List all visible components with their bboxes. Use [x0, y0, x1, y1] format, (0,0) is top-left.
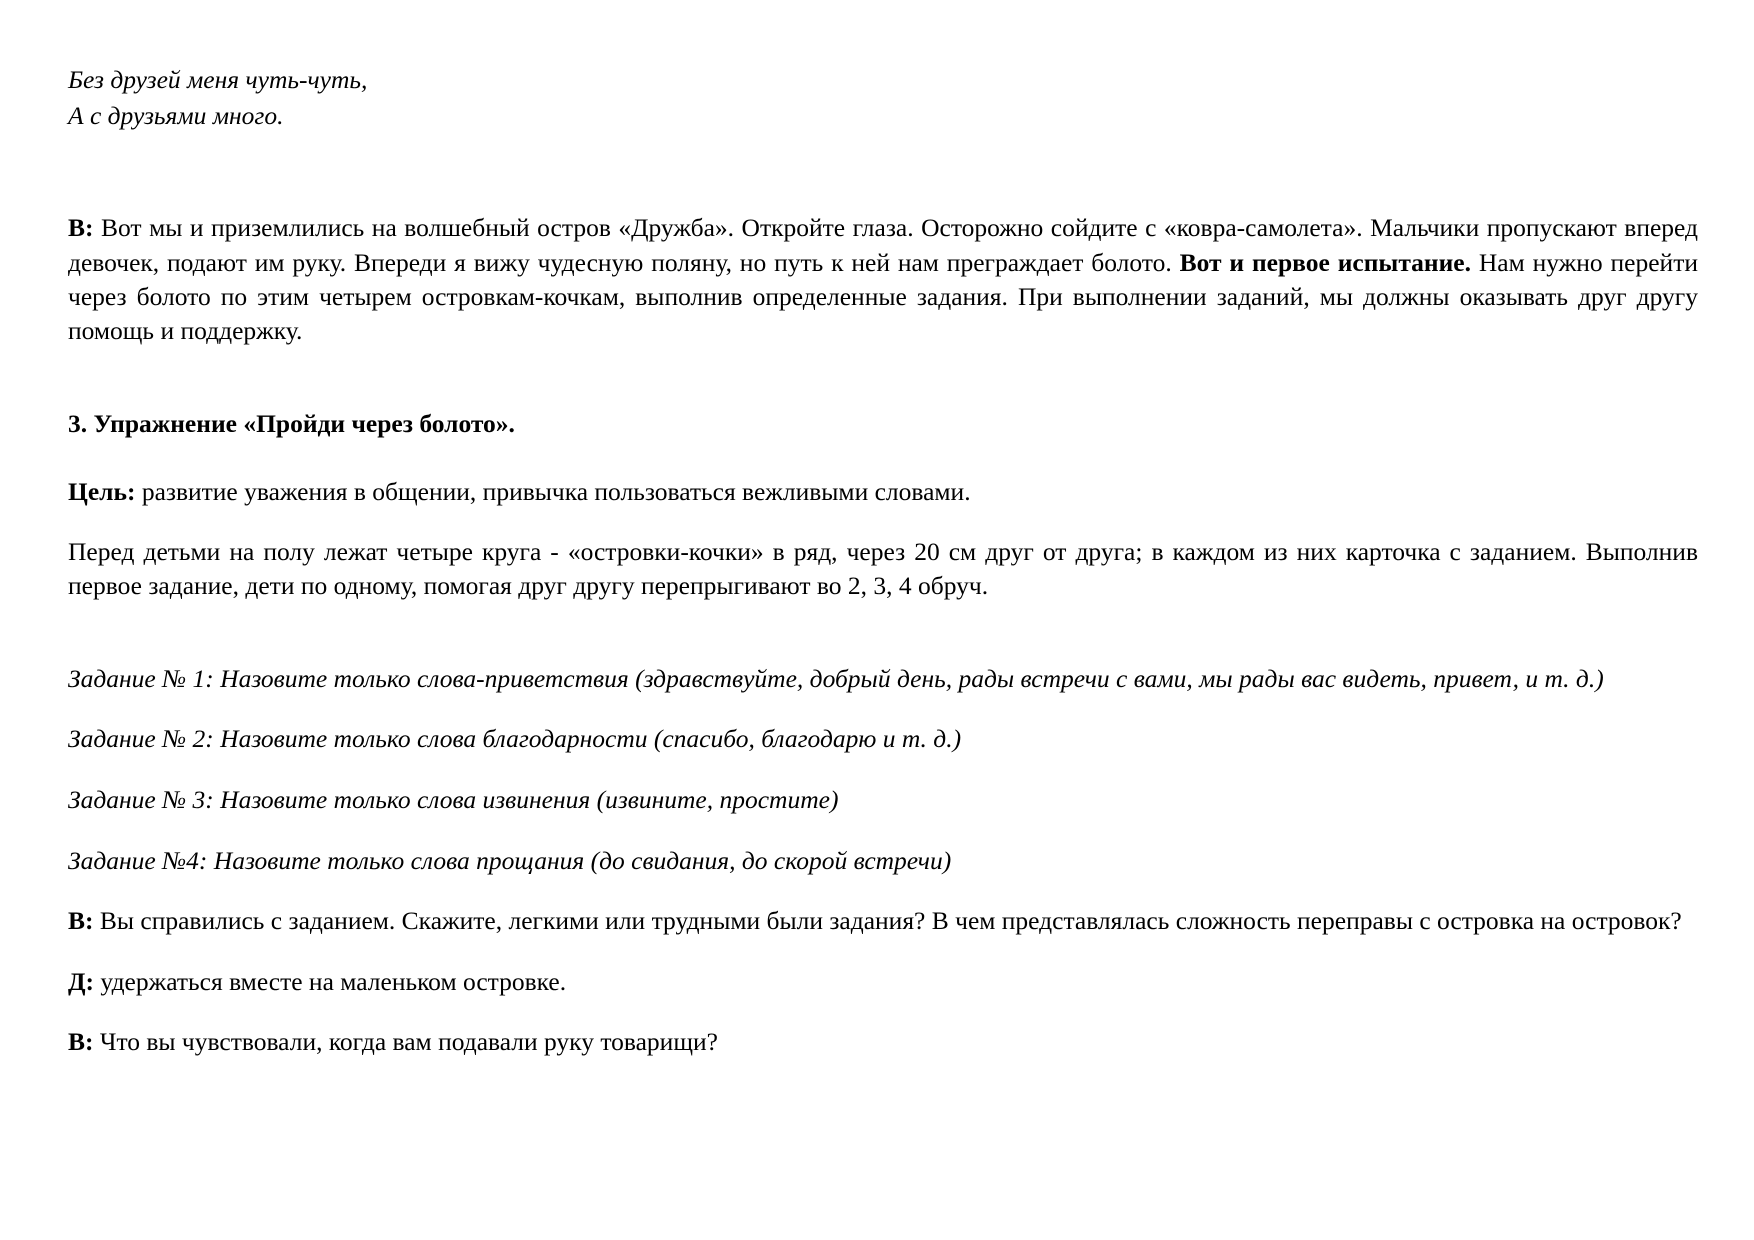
goal-paragraph [68, 475, 1698, 509]
dialogue-line-3 [68, 1025, 1698, 1059]
exercise-heading: 3. Упражнение «Пройди через болото». [68, 408, 515, 438]
task-3 [68, 783, 1698, 818]
spacer [68, 604, 1698, 662]
speaker-label-d: Д: [68, 966, 95, 996]
epigraph-line-2: А с друзьями много. [68, 100, 284, 130]
dialogue-line-1 [68, 904, 1698, 938]
intro-paragraph [68, 211, 1698, 348]
task-4 [68, 844, 1698, 879]
task-1 [68, 662, 1698, 697]
spacer [68, 441, 1698, 475]
task-1-text: Назовите только слова-приветствия (здравствуйте, добрый день, рады встречи с вами, мы рады вас видеть, привет, и т. д.) [213, 663, 1604, 693]
intro-text-part-1: Вот мы и приземлились на волшебный остров «Дружба». Откройте глаза. Осторожно сойдите с «ковра-самолета». Мальчики пропускают вперед девочек, подают им руку. Впереди я вижу чудесную поляну, но путь к ней нам преграждает болото. [68, 213, 1698, 277]
spacer [68, 349, 1698, 407]
task-2 [68, 722, 1698, 757]
task-2-label: Задание № 2: [68, 724, 214, 754]
setup-paragraph: Перед детьми на полу лежат четыре круга - «островки-кочки» в ряд, через 20 см друг от друга; в каждом из них карточка с заданием. Выполнив первое задание, дети по одному, помогая друг другу перепрыгивают во 2, 3, 4 обруч. [68, 537, 1698, 601]
dialogue-text-2: удержаться вместе на маленьком островке. [94, 966, 567, 996]
goal-text: развитие уважения в общении, привычка пользоваться вежливыми словами. [135, 476, 971, 506]
spacer [68, 696, 1698, 722]
spacer [68, 133, 1698, 211]
spacer [68, 939, 1698, 965]
task-4-text: Назовите только слова прощания (до свидания, до скорой встречи) [207, 845, 952, 875]
intro-bold-phrase: Вот и первое испытание. [1179, 247, 1471, 277]
task-1-label: Задание № 1: [68, 663, 214, 693]
spacer [68, 757, 1698, 783]
goal-label: Цель: [68, 476, 136, 506]
spacer [68, 878, 1698, 904]
dialogue-text-1: Вы справились с заданием. Скажите, легкими или трудными были задания? В чем представлялась сложность переправы с островка на островок? [93, 906, 1682, 936]
spacer [68, 818, 1698, 844]
document-body [68, 62, 1698, 1059]
spacer [68, 999, 1698, 1025]
task-2-text: Назовите только слова благодарности (спасибо, благодарю и т. д.) [213, 724, 962, 754]
task-3-label: Задание № 3: [68, 784, 214, 814]
spacer [68, 509, 1698, 535]
epigraph [68, 62, 1698, 133]
dialogue-line-2 [68, 965, 1698, 999]
task-3-text: Назовите только слова извинения (извините, простите) [213, 784, 839, 814]
dialogue-text-3: Что вы чувствовали, когда вам подавали руку товарищи? [93, 1026, 718, 1056]
speaker-label-v: В: [68, 906, 94, 936]
task-4-label: Задание №4: [68, 845, 208, 875]
intro-text-part-2: Нам нужно перейти через болото по этим четырем островкам-кочкам, выполнив определенные задания. При выполнении заданий, мы должны оказывать друг другу помощь и поддержку. [68, 247, 1698, 346]
epigraph-line-1: Без друзей меня чуть-чуть, [68, 65, 368, 94]
speaker-label-v: В: [68, 1026, 94, 1056]
speaker-label-v: В: [68, 213, 94, 243]
